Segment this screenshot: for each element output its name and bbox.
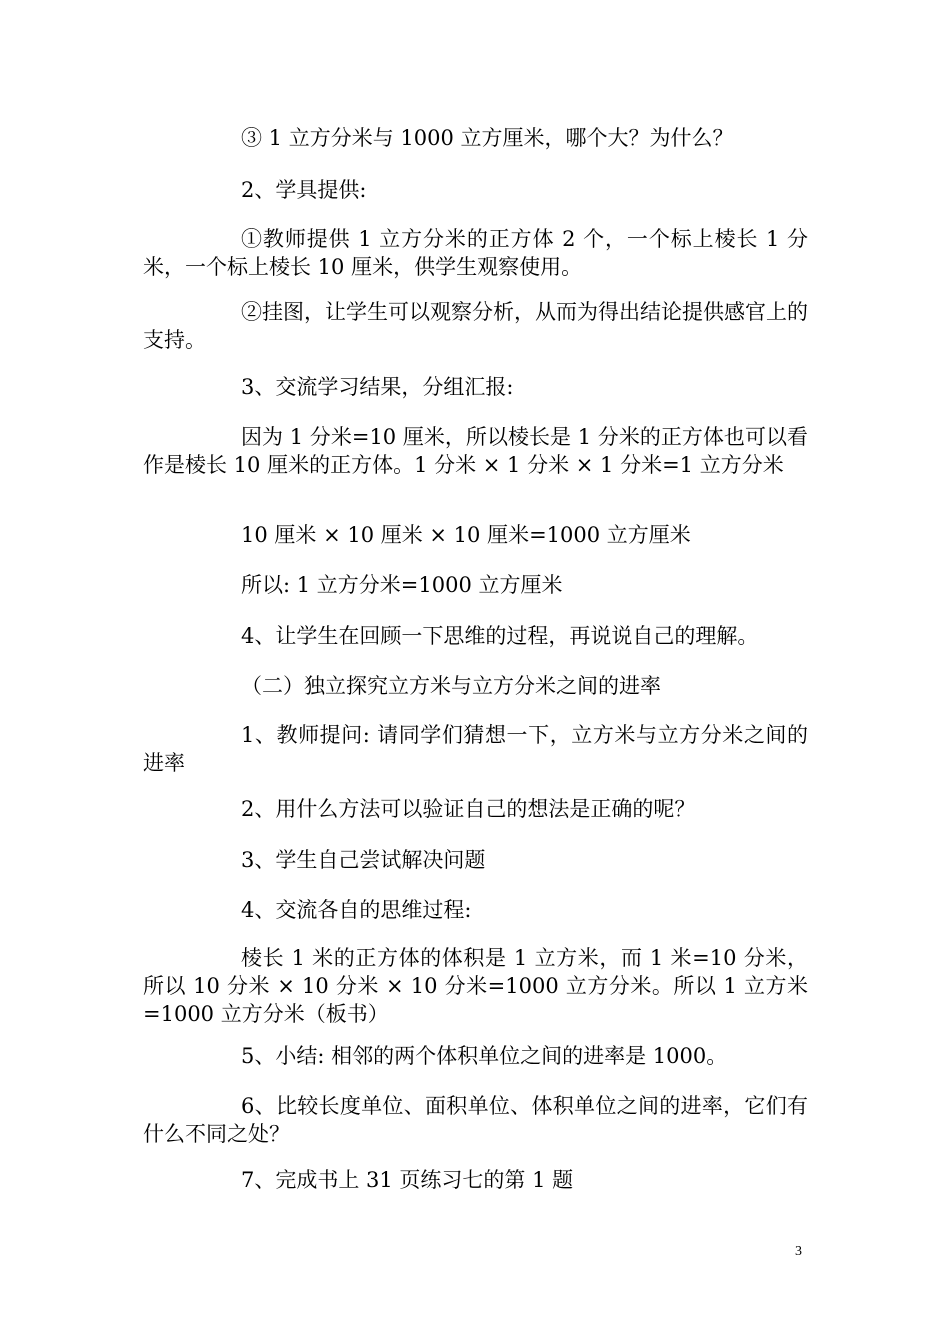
paragraph-3: ①教师提供 1 立方分米的正方体 2 个，一个标上棱长 1 分米，一个标上棱长 10 厘米，供学生观察使用。 (143, 227, 808, 279)
paragraph-8: 所以: 1 立方分米=1000 立方厘米 (241, 573, 563, 597)
paragraph-11: 2、用什么方法可以验证自己的想法是正确的呢？ (241, 797, 696, 821)
paragraph-13: 4、交流各自的思维过程: (241, 898, 472, 922)
paragraph-14: 棱长 1 米的正方体的体积是 1 立方米，而 1 米=10 分米，所以 10 分米 × 10 分米 × 10 分米=1000 立方分米。所以 1 立方米=1000 立方分米（板书） (143, 946, 808, 1026)
paragraph-16: 6、比较长度单位、面积单位、体积单位之间的进率，它们有什么不同之处？ (143, 1094, 808, 1146)
paragraph-15: 5、小结: 相邻的两个体积单位之间的进率是 1000。 (241, 1044, 728, 1068)
paragraph-9: 4、让学生在回顾一下思维的过程，再说说自己的理解。 (241, 624, 759, 648)
paragraph-4: ②挂图，让学生可以观察分析，从而为得出结论提供感官上的支持。 (143, 300, 808, 352)
paragraph-5: 3、交流学习结果，分组汇报: (241, 375, 514, 399)
paragraph-10: 1、教师提问: 请同学们猜想一下，立方米与立方分米之间的进率 (143, 723, 808, 775)
paragraph-6: 因为 1 分米=10 厘米，所以棱长是 1 分米的正方体也可以看作是棱长 10 厘米的正方体。1 分米 × 1 分米 × 1 分米=1 立方分米 (143, 425, 808, 477)
paragraph-1: ③ 1 立方分米与 1000 立方厘米，哪个大？为什么？ (241, 126, 734, 150)
page-number: 3 (795, 1244, 802, 1259)
section-heading: （二）独立探究立方米与立方分米之间的进率 (241, 674, 661, 698)
paragraph-12: 3、学生自己尝试解决问题 (241, 848, 486, 872)
paragraph-2: 2、学具提供: (241, 178, 367, 202)
paragraph-7: 10 厘米 × 10 厘米 × 10 厘米=1000 立方厘米 (241, 523, 691, 547)
paragraph-17: 7、完成书上 31 页练习七的第 1 题 (241, 1168, 574, 1192)
